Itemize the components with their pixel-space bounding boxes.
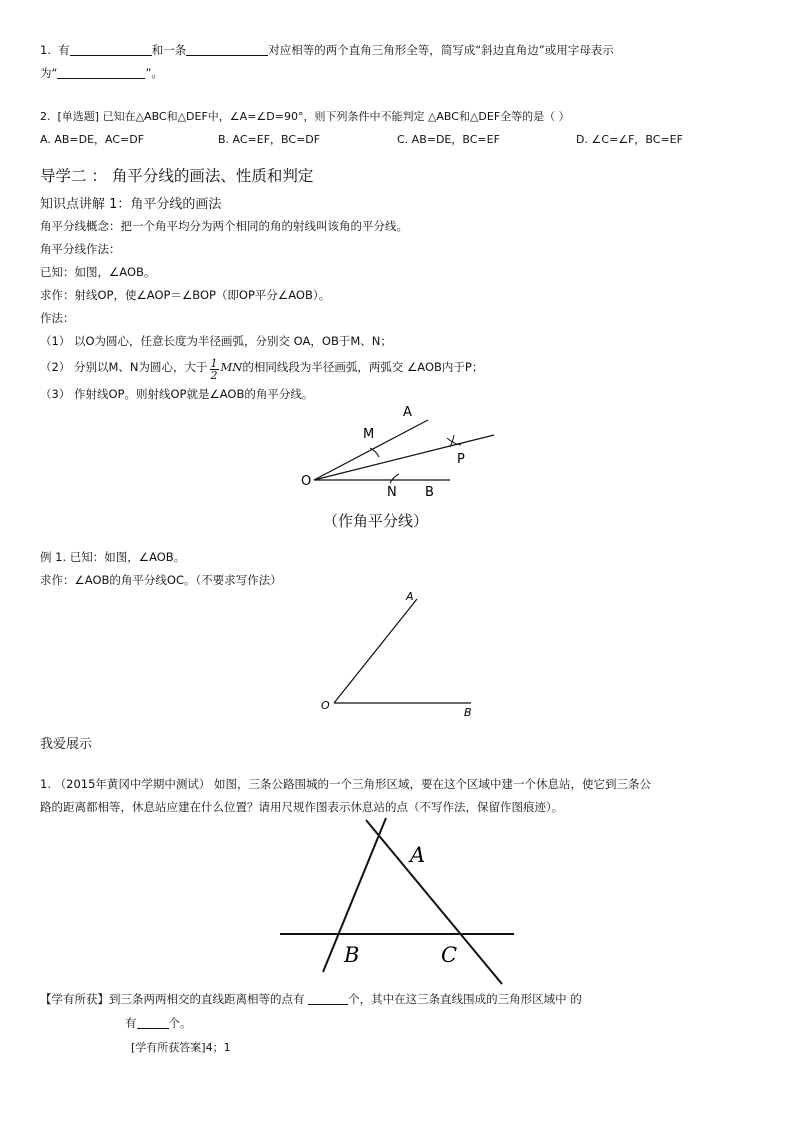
- method-title: 角平分线作法：: [40, 242, 121, 256]
- q1-blank-1[interactable]: [70, 43, 152, 56]
- q1-line2: [40, 65, 163, 81]
- q1-text-4: 为“: [40, 66, 58, 80]
- gain-text-3: 有: [125, 1016, 137, 1030]
- example-1-todo: 求作：∠AOB的角平分线OC。（不要求写作法）: [40, 573, 282, 587]
- q1-text-5: ”。: [145, 66, 163, 80]
- gain-line2: [125, 1015, 192, 1031]
- ray-op: [314, 435, 494, 480]
- q2-option-a[interactable]: A. AB=DE，AC=DF: [40, 133, 145, 146]
- figure-1-caption: （作角平分线）: [323, 512, 429, 530]
- arc-at-n: [390, 474, 399, 483]
- label-o: O: [321, 699, 330, 712]
- angle-bisector-figure: [290, 398, 510, 498]
- q1-blank-3[interactable]: [57, 66, 145, 79]
- gain-text-1: 【学有所获】到三条两两相交的直线距离相等的点有: [40, 992, 309, 1006]
- step-2-text-b: 的相同线段为半径画弧，两弧交 ∠AOB内于P；: [242, 360, 484, 374]
- q2-stem: [单选题] 已知在△ABC和△DEF中，∠A=∠D=90°，则下列条件中不能判定 △ABC和△DEF全等的是（ ）: [57, 110, 570, 123]
- q1-blank-2[interactable]: [186, 43, 268, 56]
- gain-text-4: 个。: [168, 1016, 192, 1030]
- fraction-denominator: 2: [210, 369, 218, 382]
- q2-option-d[interactable]: D. ∠C=∠F，BC=EF: [576, 133, 683, 146]
- q2-number: 2.: [40, 110, 51, 123]
- gain-blank-2[interactable]: [137, 1016, 169, 1029]
- label-b: B: [464, 706, 472, 719]
- show-q1-line1: 1. （2015年黄冈中学期中测试） 如图，三条公路围城的一个三角形区域，要在这个区域中建一个休息站，使它到三条公: [40, 777, 652, 791]
- fraction-numerator: 1: [210, 357, 218, 370]
- step-3: （3） 作射线OP。则射线OP就是∠AOB的角平分线。: [40, 387, 314, 401]
- label-p: P: [457, 452, 465, 467]
- step-2-text-a: （2） 分别以M、N为圆心，大于: [40, 360, 208, 374]
- show-title: 我爱展示: [40, 737, 93, 752]
- road-line-2: [366, 820, 502, 984]
- section-title: 导学二 ： 角平分线的画法、性质和判定: [40, 167, 314, 185]
- q1-text-2: 和一条: [151, 43, 187, 57]
- label-n: N: [387, 485, 397, 498]
- step-2: [40, 358, 483, 381]
- label-a: A: [410, 843, 426, 867]
- example-1-angle-figure: [315, 585, 485, 720]
- label-c: C: [441, 943, 458, 967]
- label-m: M: [363, 427, 375, 442]
- steps-title: 作法：: [40, 311, 75, 325]
- q1-text-1: 有: [58, 43, 70, 57]
- q2-option-b[interactable]: B. AC=EF，BC=DF: [218, 133, 321, 146]
- fraction-variable: MN: [220, 360, 243, 374]
- q2-option-c[interactable]: C. AB=DE，BC=EF: [397, 133, 500, 146]
- label-o: O: [301, 474, 312, 489]
- three-roads-triangle-figure: [278, 812, 518, 987]
- gain-blank-1[interactable]: [308, 992, 348, 1005]
- label-b: B: [344, 943, 360, 967]
- q1-line1: [40, 42, 614, 58]
- q1-text-3: 对应相等的两个直角三角形全等，简写成“斜边直角边”或用字母表示: [268, 43, 614, 57]
- gain-text-2: 个，其中在这三条直线围成的三角形区域中 的: [348, 992, 582, 1006]
- label-a: A: [406, 590, 414, 603]
- example-1-given: 例 1. 已知：如图，∠AOB。: [40, 550, 186, 564]
- ray-oa: [334, 599, 417, 703]
- gain-line1: [40, 991, 582, 1007]
- label-a: A: [403, 405, 412, 420]
- show-q1-line2: 路的距离都相等，休息站应建在什么位置？请用尺规作图表示休息站的点（不写作法，保留作图痕迹）。: [40, 800, 564, 814]
- step-1: （1） 以O为圆心，任意长度为半径画弧，分别交 OA，OB于M、N；: [40, 334, 392, 348]
- half-fraction: [210, 358, 219, 381]
- gain-answer: [学有所获答案]4；1: [131, 1041, 231, 1054]
- q2-stem-line: [40, 108, 570, 124]
- label-b: B: [425, 485, 434, 498]
- q1-number: 1.: [40, 43, 51, 57]
- concept-text: 角平分线概念：把一个角平均分为两个相同的角的射线叫该角的平分线。: [40, 219, 408, 233]
- todo-text: 求作：射线OP，使∠AOP＝∠BOP（即OP平分∠AOB）。: [40, 288, 331, 302]
- knowledge-point-title: 知识点讲解 1：角平分线的画法: [40, 197, 222, 212]
- given-text: 已知：如图，∠AOB。: [40, 265, 156, 279]
